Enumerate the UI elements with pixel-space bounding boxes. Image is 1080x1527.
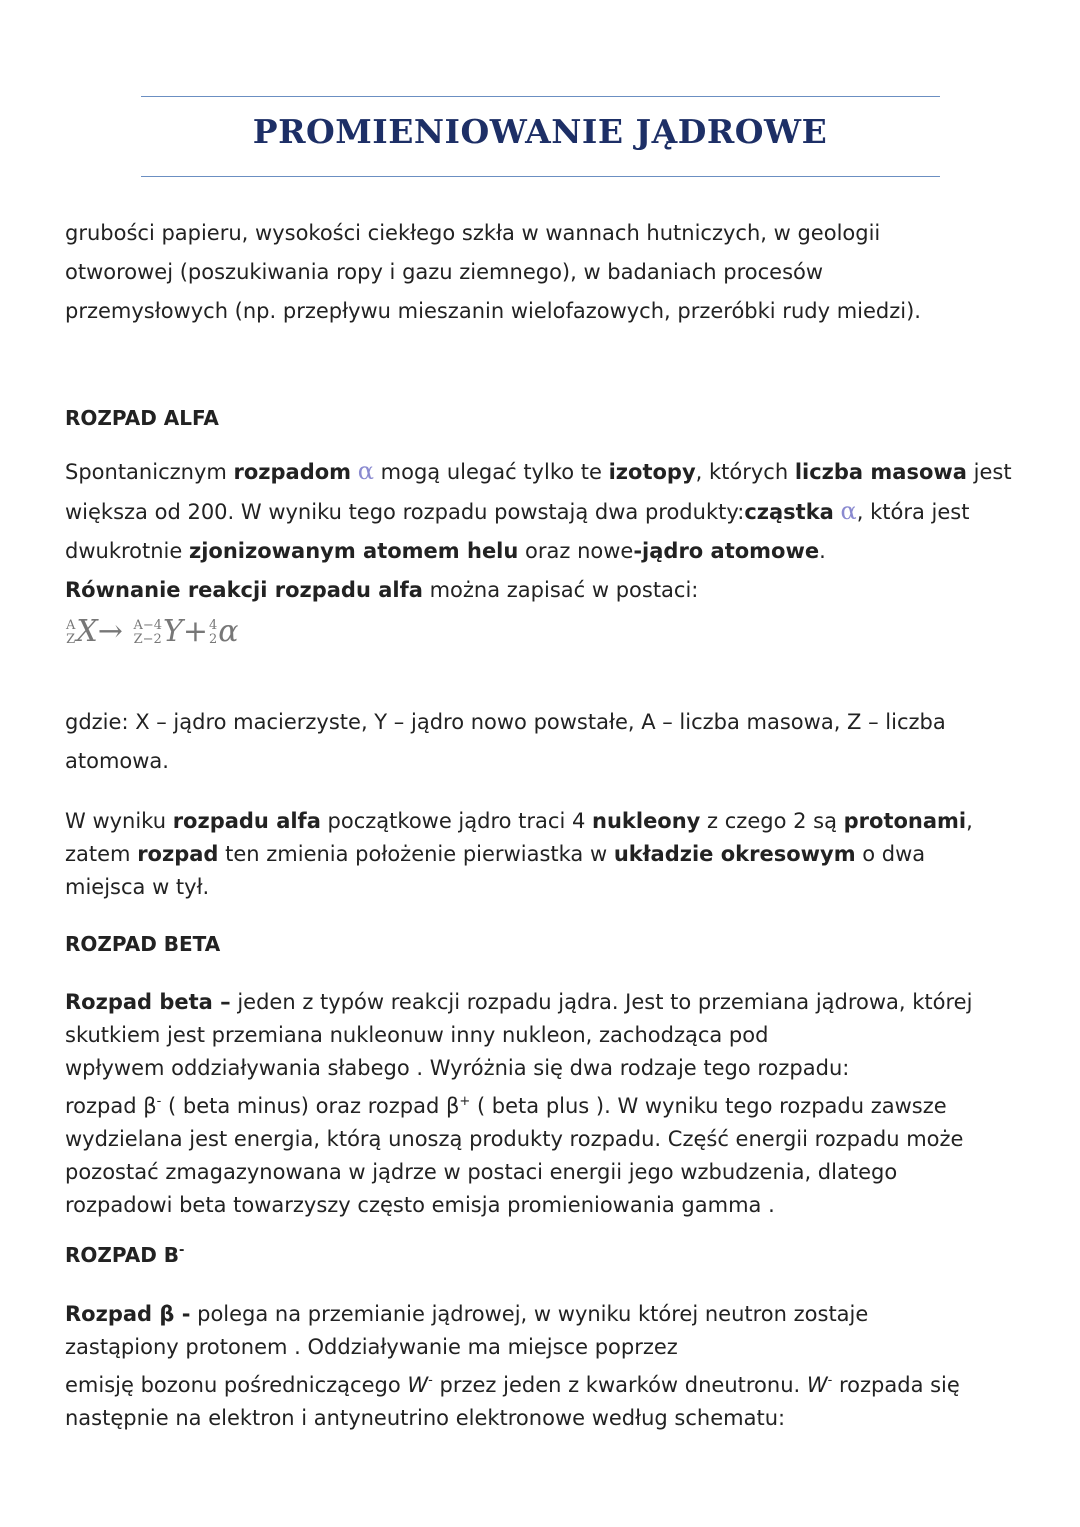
text-line: rozpad β- ( beta minus) oraz rozpad β+ ( beta plus ). W wyniku tego rozpadu zawsze (65, 1094, 947, 1118)
text-line: otworowej (poszukiwania ropy i gazu ziemnego), w badaniach procesów (65, 260, 824, 284)
text-line: miejsca w tył. (65, 875, 210, 899)
text-line: Spontanicznym rozpadom α mogą ulegać tylko te izotopy, których liczba masowa jest (65, 457, 1012, 485)
text-line: zatem rozpad ten zmienia położenie pierwiastka w układzie okresowym o dwa (65, 842, 926, 866)
text-line: emisję bozonu pośredniczącego W- przez jeden z kwarków dneutronu. W- rozpada się (65, 1373, 960, 1397)
alpha-decay-equation: A Z X→ A−4 Z−2 Y+ 4 2 α (66, 614, 239, 649)
section-heading-beta: ROZPAD BETA (65, 932, 221, 956)
header-rule-top (141, 96, 940, 97)
text-line: rozpadowi beta towarzyszy często emisja promieniowania gamma . (65, 1193, 775, 1217)
text-line: większa od 200. W wyniku tego rozpadu powstają dwa produkty:cząstka α, która jest (65, 497, 970, 525)
alpha-legend (65, 703, 1025, 781)
section-heading-alpha: ROZPAD ALFA (65, 406, 219, 430)
alpha-symbol: α (840, 497, 857, 525)
text-line: pozostać zmagazynowana w jądrze w postaci energii jego wzbudzenia, dlatego (65, 1160, 898, 1184)
text-line: Rozpad β - polega na przemianie jądrowej, w wyniku której neutron zostaje (65, 1302, 869, 1326)
text-line: zastąpiony protonem . Oddziaływanie ma miejsce poprzez (65, 1335, 678, 1359)
text-line: W wyniku rozpadu alfa początkowe jądro traci 4 nukleony z czego 2 są protonami, (65, 809, 973, 833)
text-line: dwukrotnie zjonizowanym atomem helu oraz nowe-jądro atomowe. (65, 539, 826, 563)
alpha-symbol: α (357, 457, 374, 485)
section-heading-beta-minus: ROZPAD Β- (65, 1243, 185, 1267)
alpha-summary-paragraph (65, 805, 1025, 904)
text-line: wydzielana jest energia, którą unoszą produkty rozpadu. Część energii rozpadu może (65, 1127, 964, 1151)
text-line: grubości papieru, wysokości ciekłego szkła w wannach hutniczych, w geologii (65, 221, 881, 245)
text-line: Równanie reakcji rozpadu alfa można zapisać w postaci: (65, 578, 699, 602)
text-line: wpływem oddziaływania słabego . Wyróżnia się dwa rodzaje tego rozpadu: (65, 1056, 850, 1080)
alpha-paragraph (65, 452, 1025, 610)
beta-paragraph (65, 986, 1025, 1222)
text-line: atomowa. (65, 749, 169, 773)
text-line: Rozpad beta – jeden z typów reakcji rozpadu jądra. Jest to przemiana jądrowa, której (65, 990, 973, 1014)
equation-index: A−4 Z−2 (133, 618, 162, 647)
page-title: PROMIENIOWANIE JĄDROWE (252, 112, 828, 151)
text-line: skutkiem jest przemiana nukleonuw inny nukleon, zachodząca pod (65, 1023, 769, 1047)
header-rule-bottom (141, 176, 940, 177)
text-line: następnie na elektron i antyneutrino elektronowe według schematu: (65, 1406, 786, 1430)
beta-minus-paragraph (65, 1298, 1025, 1435)
equation-index: A Z (66, 618, 76, 647)
text-line: gdzie: X – jądro macierzyste, Y – jądro nowo powstałe, A – liczba masowa, Z – liczba (65, 710, 946, 734)
intro-paragraph (65, 214, 1025, 331)
equation-index: 4 2 (208, 618, 218, 647)
text-line: przemysłowych (np. przepływu mieszanin wielofazowych, przeróbki rudy miedzi). (65, 299, 921, 323)
